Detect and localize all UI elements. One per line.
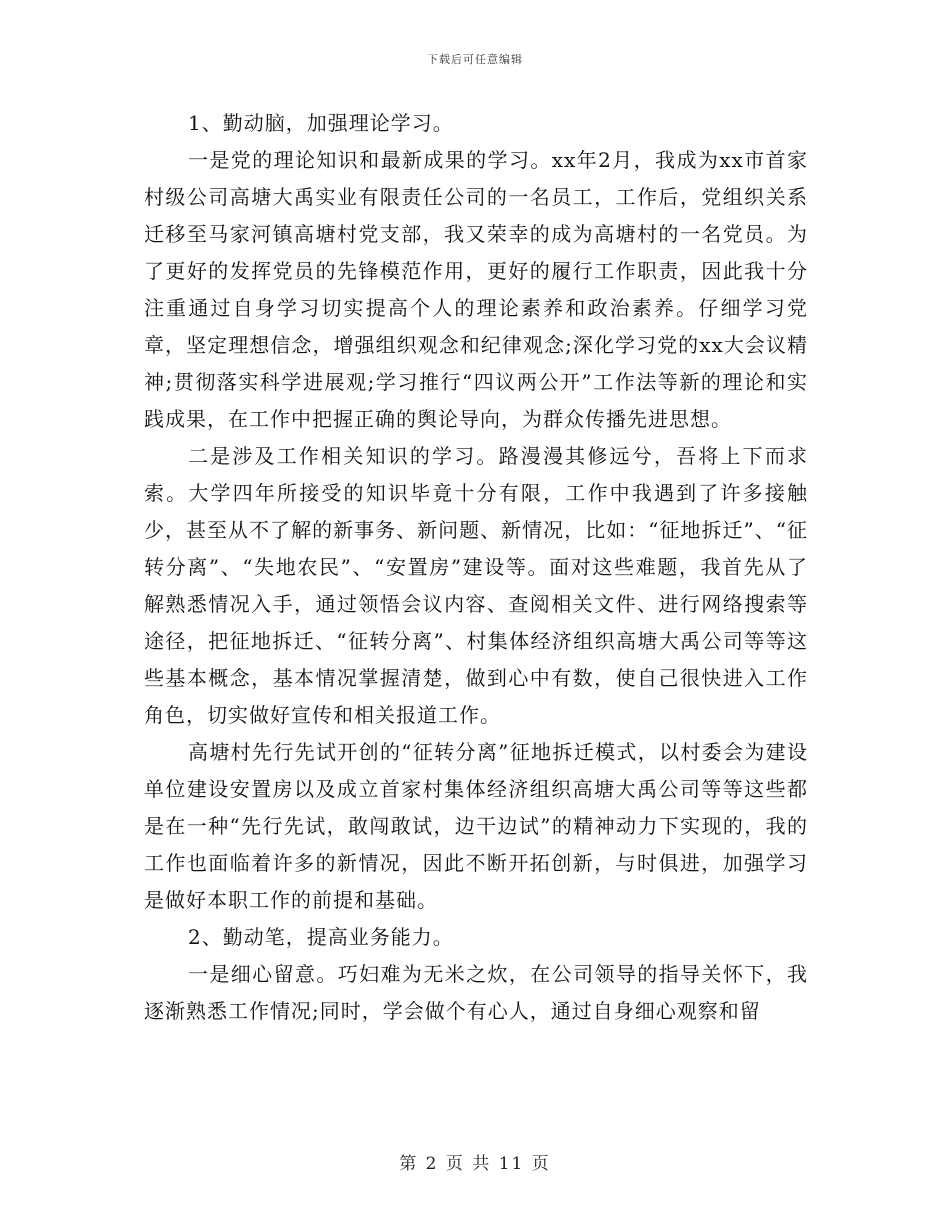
document-body [144, 105, 808, 1030]
paragraph: 二是涉及工作相关知识的学习。路漫漫其修远兮，吾将上下而求索。大学四年所接受的知识毕竟十分有限，工作中我遇到了许多接触少，甚至从不了解的新事务、新问题、新情况，比如：“征地拆迁”、“征转分离”、“失地农民”、“安置房”建设等。面对这些难题，我首先从了解熟悉情况入手，通过领悟会议内容、查阅相关文件、进行网络搜索等途径，把征地拆迁、“征转分离”、村集体经济组织高塘大禹公司等等这些基本概念，基本情况掌握清楚，做到心中有数，使自己很快进入工作角色，切实做好宣传和相关报道工作。 [144, 444, 808, 727]
section-heading-2: 2、勤动笔，提高业务能力。 [188, 925, 454, 949]
section-heading-1: 1、勤动脑，加强理论学习。 [188, 111, 454, 135]
paragraph: 高塘村先行先试开创的“征转分离”征地拆迁模式，以村委会为建设单位建设安置房以及成立首家村集体经济组织高塘大禹公司等等这些都是在一种“先行先试，敢闯敢试，边干边试”的精神动力下实现的，我的工作也面临着许多的新情况，因此不断开拓创新，与时俱进，加强学习是做好本职工作的前提和基础。 [144, 740, 808, 912]
paragraph: 一是党的理论知识和最新成果的学习。xx年2月，我成为xx市首家村级公司高塘大禹实业有限责任公司的一名员工，工作后，党组织关系迁移至马家河镇高塘村党支部，我又荣幸的成为高塘村的一名党员。为了更好的发挥党员的先锋模范作用，更好的履行工作职责，因此我十分注重通过自身学习切实提高个人的理论素养和政治素养。仔细学习党章，坚定理想信念，增强组织观念和纪律观念;深化学习党的xx大会议精神;贯彻落实科学进展观;学习推行“四议两公开”工作法等新的理论和实践成果，在工作中把握正确的舆论导向，为群众传播先进思想。 [144, 148, 808, 431]
paragraph: 一是细心留意。巧妇难为无米之炊，在公司领导的指导关怀下，我逐渐熟悉工作情况;同时，学会做个有心人，通过自身细心观察和留 [144, 962, 808, 1023]
page-number: 第 2 页 共 11 页 [399, 1154, 551, 1174]
page-header-note: 下载后可任意编辑 [427, 53, 523, 66]
